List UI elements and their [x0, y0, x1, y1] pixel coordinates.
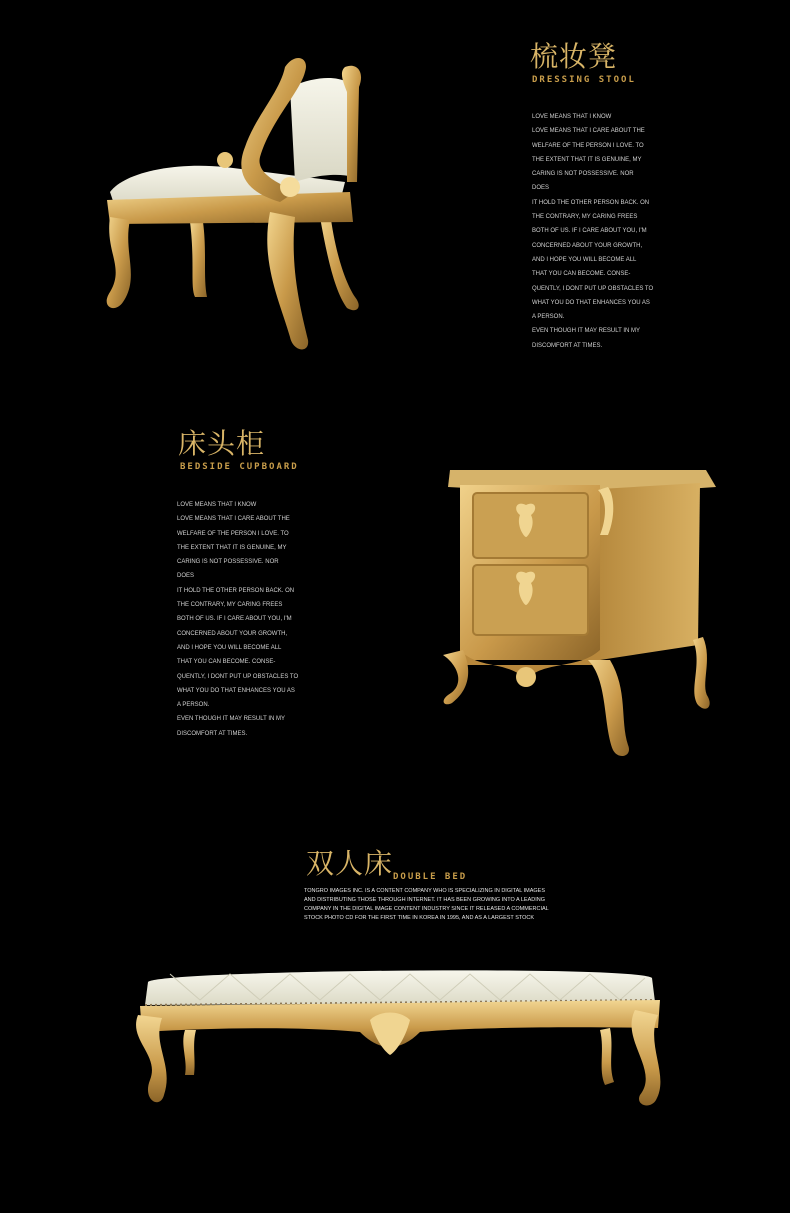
- text-line: QUENTLY, I DONT PUT UP OBSTACLES TO: [177, 673, 299, 680]
- text-line: DOES: [177, 573, 195, 580]
- text-line: THE CONTRARY, MY CARING FREES: [177, 602, 283, 609]
- text-line: WELFARE OF THE PERSON I LOVE. TO: [177, 530, 289, 537]
- text-line: THE CONTRARY, MY CARING FREES: [532, 214, 638, 221]
- cupboard-description: [177, 498, 298, 741]
- stool-description: [532, 110, 653, 353]
- text-line: STOCK PHOTO CD FOR THE FIRST TIME IN KOREA IN 1995, AND AS A LARGEST STOCK: [304, 915, 535, 921]
- text-line: DISCOMFORT AT TIMES.: [532, 342, 603, 349]
- text-line: BOTH OF US. IF I CARE ABOUT YOU, I'M: [177, 616, 292, 623]
- text-line: DOES: [532, 185, 550, 192]
- text-line: LOVE MEANS THAT I KNOW: [532, 114, 612, 120]
- text-line: CARING IS NOT POSSESSIVE. NOR: [532, 171, 634, 178]
- stool-title-en: DRESSING STOOL: [532, 75, 636, 85]
- dressing-stool-image: [95, 52, 375, 362]
- text-line: EVEN THOUGH IT MAY RESULT IN MY: [177, 716, 286, 723]
- text-line: CONCERNED ABOUT YOUR GROWTH,: [532, 242, 643, 249]
- text-line: THAT YOU CAN BECOME. CONSE-: [177, 659, 276, 666]
- bed-title-cn: 双人床: [306, 847, 394, 880]
- bed-title-en: DOUBLE BED: [393, 872, 468, 882]
- cupboard-title-en: BEDSIDE CUPBOARD: [180, 462, 299, 472]
- text-line: WHAT YOU DO THAT ENHANCES YOU AS: [177, 687, 295, 694]
- text-line: THAT YOU CAN BECOME. CONSE-: [532, 271, 631, 278]
- text-line: EVEN THOUGH IT MAY RESULT IN MY: [532, 328, 641, 335]
- text-line: THE EXTENT THAT IT IS GENUINE, MY: [177, 544, 287, 551]
- text-line: THE EXTENT THAT IT IS GENUINE, MY: [532, 156, 642, 163]
- text-line: DISCOMFORT AT TIMES.: [177, 730, 248, 737]
- text-line: COMPANY IN THE DIGITAL IMAGE CONTENT INDUSTRY SINCE IT RELEASED A COMMERCIAL: [304, 906, 549, 912]
- bedside-cupboard-image: [438, 465, 718, 765]
- text-line: WHAT YOU DO THAT ENHANCES YOU AS: [532, 299, 650, 306]
- text-line: AND I HOPE YOU WILL BECOME ALL: [177, 644, 282, 651]
- text-line: TONGRO IMAGES INC. IS A CONTENT COMPANY WHO IS SPECIALIZING IN DIGITAL IMAGES: [304, 888, 546, 894]
- text-line: BOTH OF US. IF I CARE ABOUT YOU, I'M: [532, 228, 647, 235]
- text-line: IT HOLD THE OTHER PERSON BACK. ON: [532, 199, 650, 206]
- bed-end-bench-image: [130, 960, 670, 1120]
- text-line: A PERSON.: [177, 702, 210, 709]
- text-line: A PERSON.: [532, 314, 565, 321]
- text-line: AND I HOPE YOU WILL BECOME ALL: [532, 256, 637, 263]
- stool-title-cn: 梳妆凳: [530, 40, 618, 73]
- text-line: CARING IS NOT POSSESSIVE. NOR: [177, 559, 279, 566]
- bed-description: [304, 887, 549, 923]
- cupboard-title-cn: 床头柜: [178, 427, 266, 460]
- text-line: LOVE MEANS THAT I CARE ABOUT THE: [532, 128, 645, 135]
- text-line: QUENTLY, I DONT PUT UP OBSTACLES TO: [532, 285, 654, 292]
- text-line: LOVE MEANS THAT I CARE ABOUT THE: [177, 516, 290, 523]
- text-line: AND DISTRIBUTING THOSE THROUGH INTERNET. IT HAS BEEN GROWING INTO A LEADING: [304, 897, 546, 903]
- text-line: IT HOLD THE OTHER PERSON BACK. ON: [177, 587, 295, 594]
- text-line: WELFARE OF THE PERSON I LOVE. TO: [532, 142, 644, 149]
- text-line: LOVE MEANS THAT I KNOW: [177, 502, 257, 508]
- text-line: CONCERNED ABOUT YOUR GROWTH,: [177, 630, 288, 637]
